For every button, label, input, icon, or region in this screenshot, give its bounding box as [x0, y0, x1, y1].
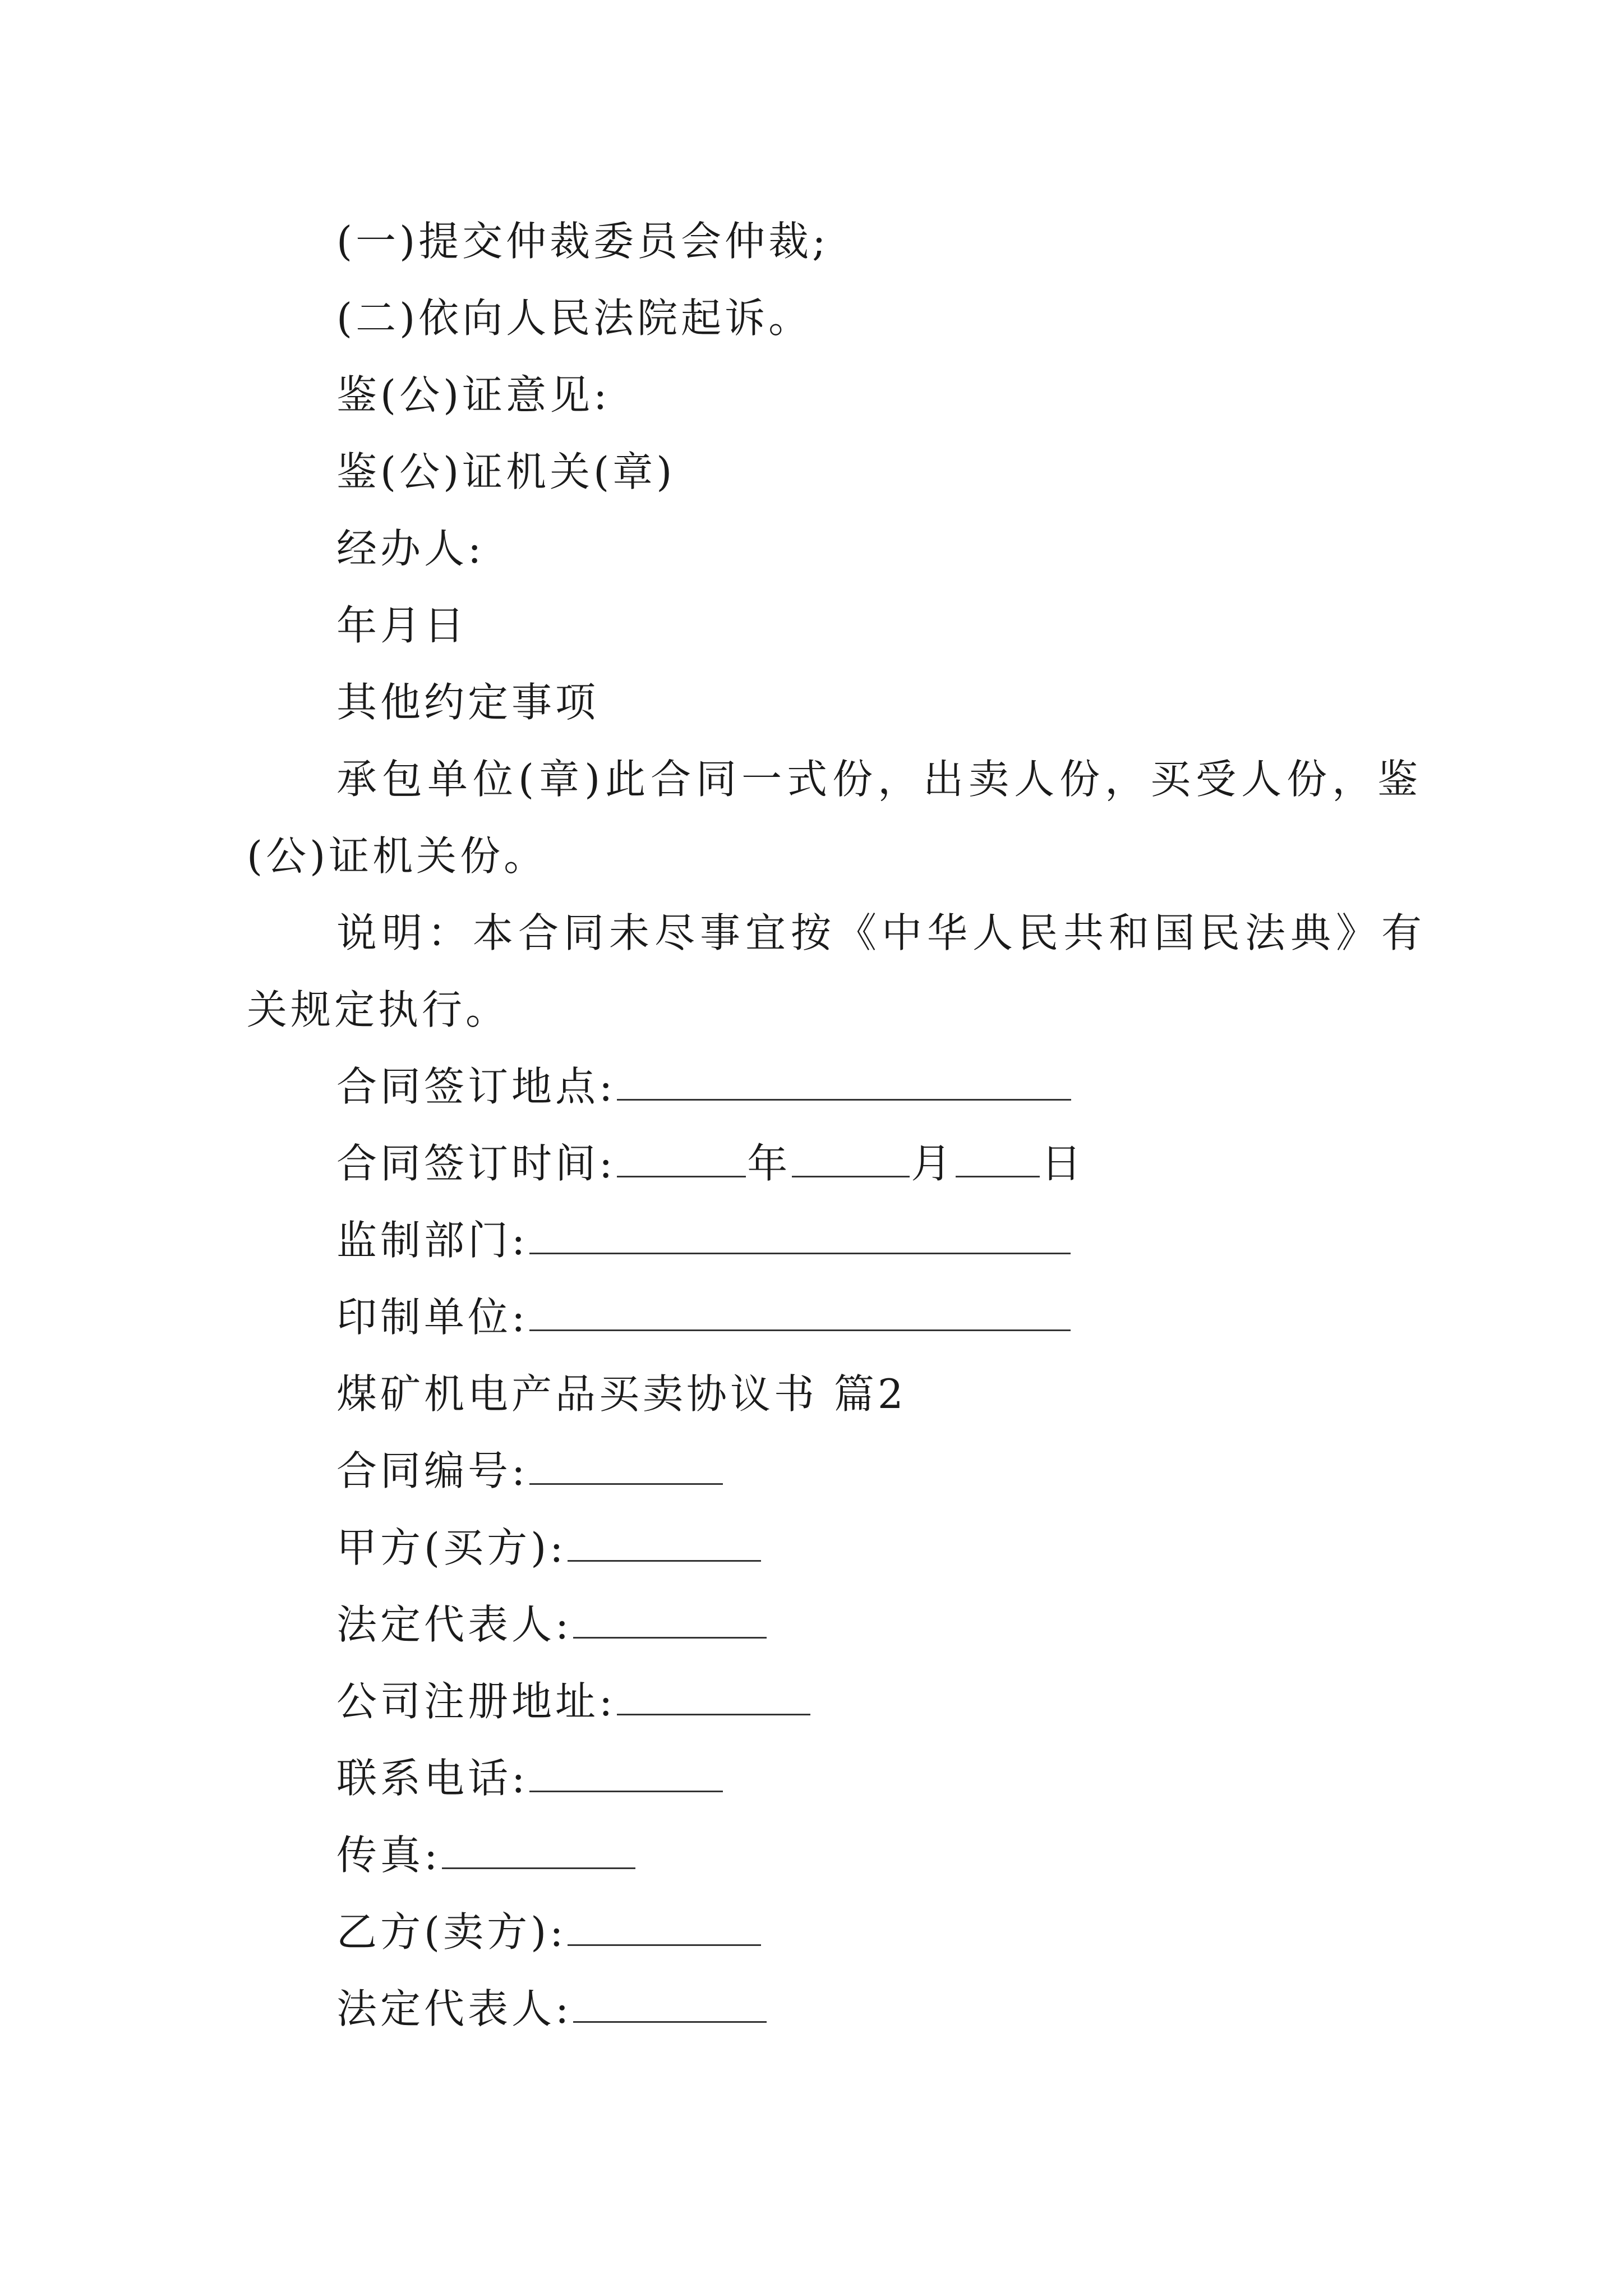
notary-office-seal [336, 444, 675, 500]
phone-label: 联系电话: [336, 1755, 529, 1802]
handler [336, 521, 485, 577]
party-a-blank[interactable] [568, 1524, 761, 1562]
clause-court-text: (二)依向人民法院起诉。 [336, 295, 813, 342]
printing-unit-blank[interactable] [529, 1294, 1071, 1331]
signing-year-blank[interactable] [617, 1140, 746, 1177]
note-paragraph-text1: 说明：本合同未尽事宜按《中华人民共和国民法典》有 [336, 909, 1427, 956]
party-b-row [336, 1904, 762, 1960]
other-terms-heading [336, 674, 599, 730]
fax-label: 传真: [336, 1832, 441, 1879]
clause-court [336, 290, 812, 346]
printing-unit-row [336, 1289, 1072, 1345]
copies-paragraph-line2 [247, 828, 547, 884]
phone-row [336, 1750, 724, 1806]
clause-arbitration [336, 213, 829, 269]
copies-paragraph-text2: (公)证机关份。 [247, 832, 548, 880]
party-b-representative-blank[interactable] [573, 1985, 767, 2023]
note-paragraph-line1 [336, 905, 1427, 961]
party-b-representative-row [336, 1981, 768, 2037]
copies-paragraph-line1 [336, 751, 1423, 807]
registered-address-blank[interactable] [617, 1678, 810, 1715]
note-paragraph-line2 [247, 982, 509, 1038]
copies-paragraph-text1: 承包单位(章)此合同一式份，出卖人份，买受人份，鉴 [336, 756, 1423, 803]
contract-number-blank[interactable] [529, 1447, 723, 1485]
printing-unit-label: 印制单位: [336, 1294, 529, 1341]
clause-arbitration-text: (一)提交仲裁委员会仲裁; [336, 218, 829, 265]
party-a-representative-blank[interactable] [573, 1601, 767, 1639]
party-a-representative-label: 法定代表人: [336, 1601, 573, 1648]
signing-place-row [336, 1059, 1072, 1115]
signing-month-blank[interactable] [792, 1140, 910, 1177]
registered-address-label: 公司注册地址: [336, 1678, 616, 1725]
date-line-text: 年月日 [336, 602, 468, 649]
notary-opinion-text: 鉴(公)证意见: [336, 371, 611, 418]
signing-year-label: 年 [747, 1140, 791, 1187]
signing-time-label: 合同签订时间: [336, 1140, 616, 1187]
party-b-blank[interactable] [568, 1908, 761, 1946]
signing-month-label: 月 [911, 1140, 955, 1187]
notary-opinion [336, 367, 610, 423]
signing-place-label: 合同签订地点: [336, 1063, 616, 1110]
signing-place-blank[interactable] [617, 1063, 1071, 1101]
party-a-label: 甲方(买方): [336, 1524, 567, 1571]
signing-time-row [336, 1135, 1085, 1191]
signing-day-label: 日 [1041, 1140, 1085, 1187]
registered-address-row [336, 1673, 811, 1729]
section-title-text: 煤矿机电产品买卖协议书 篇2 [336, 1370, 907, 1418]
contract-number-row [336, 1443, 724, 1499]
contract-number-label: 合同编号: [336, 1447, 529, 1494]
party-a-row [336, 1520, 762, 1576]
notary-office-seal-text: 鉴(公)证机关(章) [336, 448, 676, 495]
fax-row [336, 1827, 637, 1883]
note-paragraph-text2: 关规定执行。 [247, 986, 510, 1033]
party-b-label: 乙方(卖方): [336, 1908, 567, 1955]
signing-day-blank[interactable] [956, 1140, 1040, 1177]
handler-text: 经办人: [336, 525, 485, 572]
date-line [336, 597, 468, 654]
section-title [336, 1366, 907, 1422]
supervising-dept-row [336, 1212, 1072, 1268]
supervising-dept-label: 监制部门: [336, 1217, 529, 1264]
fax-blank[interactable] [442, 1832, 635, 1869]
other-terms-text: 其他约定事项 [336, 679, 600, 726]
party-a-representative-row [336, 1596, 768, 1653]
supervising-dept-blank[interactable] [529, 1217, 1071, 1254]
party-b-representative-label: 法定代表人: [336, 1985, 573, 2032]
phone-blank[interactable] [529, 1755, 723, 1792]
